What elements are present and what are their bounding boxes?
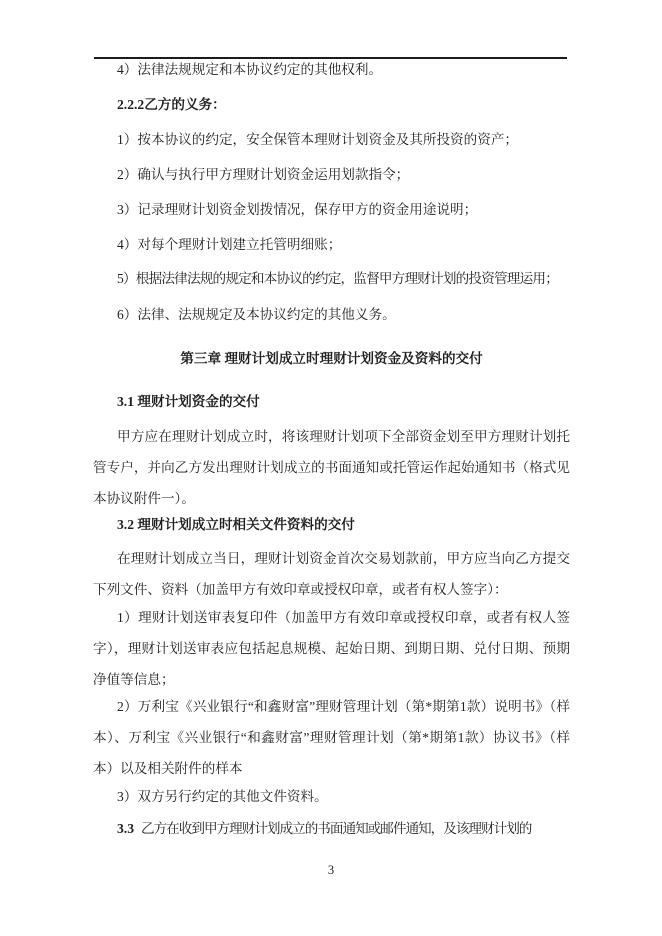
document-item-1: 1）理财计划送审表复印件（加盖甲方有效印章或授权印章，或者有权人签字），理财计划送审表应包括起息规模、起始日期、到期日期、兑付日期、预期净值等信息； (93, 610, 570, 687)
paragraph-3-3-text: 乙方在收到甲方理财计划成立的书面通知或邮件通知，及该理财计划的 (141, 821, 532, 836)
obligation-item-5: 5）根据法律法规的规定和本协议的约定，监督甲方理财计划的投资管理运用； (117, 271, 558, 286)
document-body (93, 54, 570, 845)
page-number: 3 (327, 863, 335, 877)
obligation-item-3: 3）记录理财计划资金划拨情况，保存甲方的资金用途说明； (117, 202, 478, 217)
chapter-3-title: 第三章 理财计划成立时理财计划资金及资料的交付 (180, 351, 483, 366)
paragraph-3-2-intro: 在理财计划成立当日，理财计划资金首次交易划款前，甲方应当向乙方提交下列文件、资料（加盖甲方有效印章或授权印章，或者有权人签字）： (93, 551, 570, 597)
heading-3-1: 3.1 理财计划资金的交付 (117, 394, 260, 409)
carryover-clause-item: 4）法律法规规定和本协议约定的其他权利。 (117, 62, 383, 77)
heading-2-2-2: 2.2.2乙方的义务： (117, 97, 226, 112)
document-item-3: 3）双方另行约定的其他文件资料。 (117, 789, 328, 804)
obligation-item-4: 4）对每个理财计划建立托管明细账； (117, 237, 342, 252)
document-item-2: 2）万利宝《兴业银行“和鑫财富”理财管理计划（第*期第1款）说明书》（样本）、万利宝《兴业银行“和鑫财富”理财管理计划（第*期第1款）协议书》（样本）以及相关附件的样本 (93, 699, 570, 776)
obligation-item-1: 1）按本协议的约定，安全保管本理财计划资金及其所投资的资产； (117, 132, 519, 147)
paragraph-3-1-body: 甲方应在理财计划成立时，将该理财计划项下全部资金划至甲方理财计划托管专户，并向乙方发出理财计划成立的书面通知或托管运作起始通知书（格式见本协议附件一）。 (93, 429, 570, 506)
heading-3-2: 3.2 理财计划成立时相关文件资料的交付 (117, 517, 355, 532)
section-3-3-number: 3.3 (117, 821, 134, 836)
obligation-item-6: 6）法律、法规规定及本协议约定的其他义务。 (117, 307, 396, 322)
paragraph-3-3 (93, 813, 570, 845)
obligation-item-2: 2）确认与执行甲方理财计划资金运用划款指令； (117, 167, 410, 182)
